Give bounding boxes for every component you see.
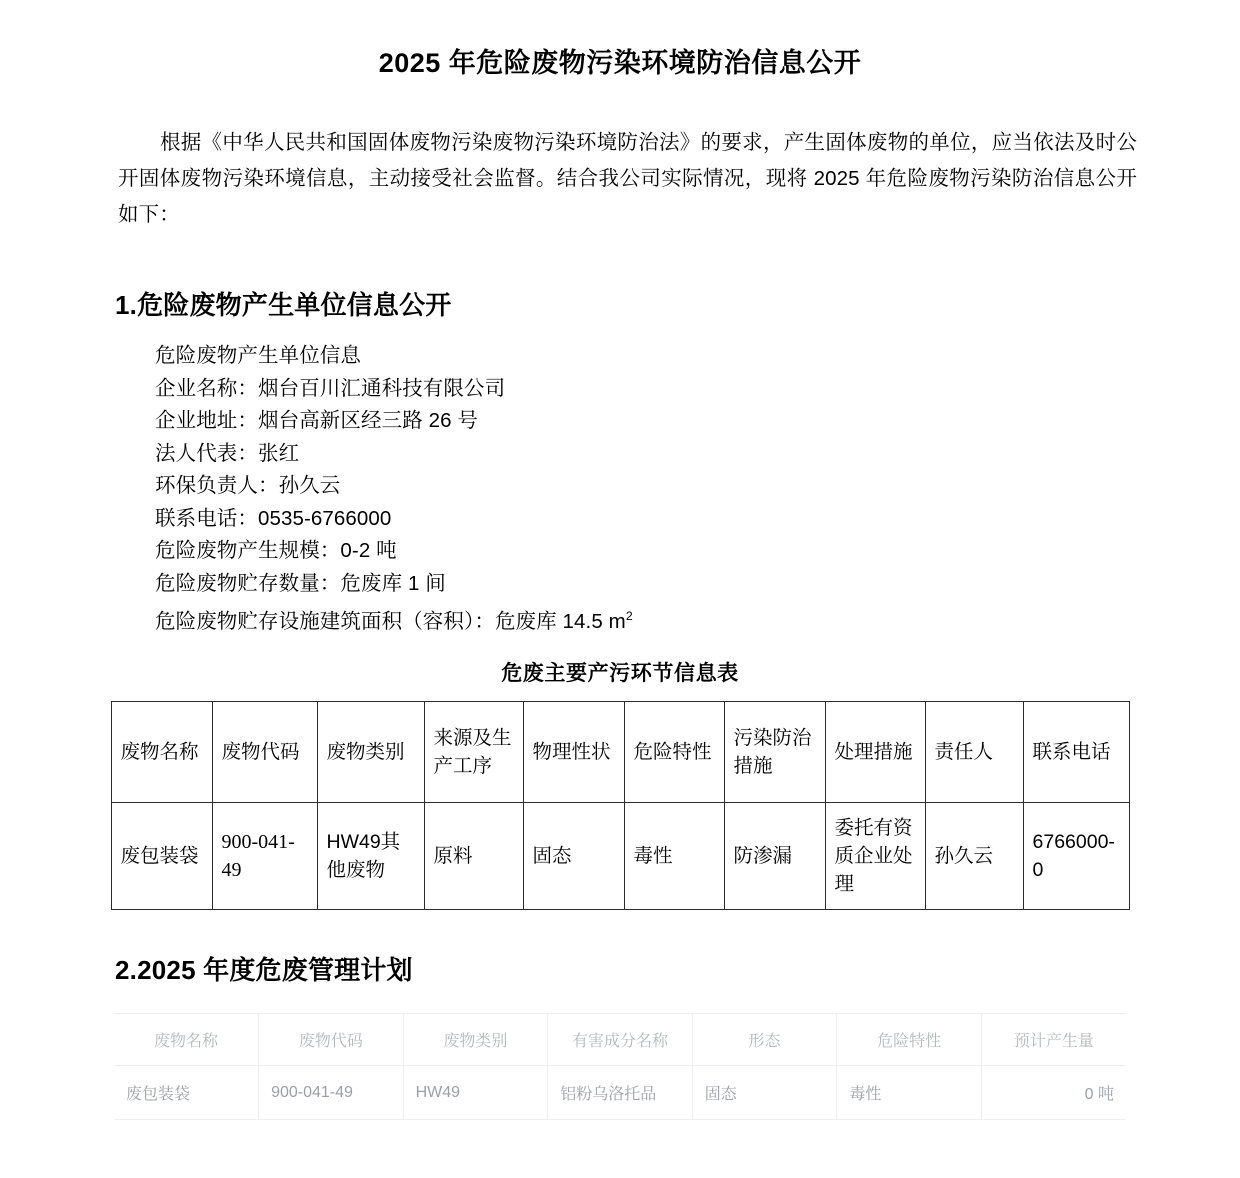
cell-plan-waste-category: HW49 [403,1066,548,1120]
storage-area-unit-exponent: 2 [625,609,633,624]
col-header-plan-estimated-output: 预计产生量 [981,1014,1126,1066]
cell-plan-hazard-property: 毒性 [837,1066,982,1120]
cell-plan-hazardous-component: 铝粉乌洛托品 [548,1066,693,1120]
cell-plan-form: 固态 [692,1066,837,1120]
col-header-treatment: 处理措施 [825,702,925,803]
info-item-environmental-officer: 环保负责人：孙久云 [155,474,341,498]
storage-area-unit: m [608,609,626,633]
cell-waste-code: 900-041-49 [212,803,317,910]
table-row [114,1066,1126,1120]
col-header-contact-phone: 联系电话 [1023,702,1129,803]
cell-contact-phone: 6766000-0 [1023,803,1129,910]
col-header-plan-hazardous-component: 有害成分名称 [548,1014,693,1066]
cell-source-process: 原料 [424,803,523,910]
cell-treatment: 委托有资质企业处理 [825,803,925,910]
table-1-header-row [111,702,1129,803]
storage-area-label: 危险废物贮存设施建筑面积（容积）：危废库 14.5 [155,609,609,633]
col-header-waste-code: 废物代码 [212,702,317,803]
page-title: 2025 年危险废物污染环境防治信息公开 [378,48,862,78]
hazardous-waste-pollution-table [111,701,1130,910]
waste-management-plan-table [114,1013,1126,1120]
info-item-storage-area [155,600,1240,638]
col-header-plan-waste-code: 废物代码 [259,1014,404,1066]
col-header-physical-state: 物理性状 [523,702,624,803]
table-2-container [0,987,1240,1120]
table-2-header-row [114,1014,1126,1066]
cell-plan-waste-name: 废包装袋 [114,1066,259,1120]
col-header-plan-hazard-property: 危险特性 [837,1014,982,1066]
info-item-company-address: 企业地址：烟台高新区经三路 26 号 [155,409,478,433]
col-header-waste-name: 废物名称 [111,702,212,803]
table-row [111,803,1129,910]
col-header-plan-waste-category: 废物类别 [403,1014,548,1066]
cell-plan-estimated-output: 0 吨 [981,1066,1126,1120]
info-item-company-name: 企业名称：烟台百川汇通科技有限公司 [155,376,506,400]
table-1-container [0,687,1240,910]
table-1-caption: 危废主要产污环节信息表 [501,662,739,686]
cell-physical-state: 固态 [523,803,624,910]
info-item-contact-phone: 联系电话：0535-6766000 [155,506,392,530]
col-header-source-process: 来源及生产工序 [424,702,523,803]
cell-responsible-person: 孙久云 [925,803,1023,910]
col-header-plan-form: 形态 [692,1014,837,1066]
info-item-legal-representative: 法人代表：张红 [155,441,300,465]
intro-paragraph: 根据《中华人民共和国固体废物污染废物污染环境防治法》的要求，产生固体废物的单位，应当依法及时公开固体废物污染环境信息，主动接受社会监督。结合我公司实际情况，现将 2025 年危险废物污染防治信息公开如下： [118,131,1137,227]
info-item-generation-scale: 危险废物产生规模：0-2 吨 [155,539,397,563]
cell-plan-waste-code: 900-041-49 [259,1066,404,1120]
col-header-pollution-control: 污染防治措施 [724,702,825,803]
col-header-hazard-property: 危险特性 [624,702,724,803]
cell-waste-name: 废包装袋 [111,803,212,910]
company-info-list [0,322,1240,638]
col-header-responsible-person: 责任人 [925,702,1023,803]
section-1-heading: 1.危险废物产生单位信息公开 [115,290,452,321]
cell-pollution-control: 防渗漏 [724,803,825,910]
col-header-plan-waste-name: 废物名称 [114,1014,259,1066]
cell-waste-category: HW49其他废物 [317,803,424,910]
info-item-unit-info: 危险废物产生单位信息 [155,344,361,368]
section-2-heading: 2.2025 年度危废管理计划 [115,955,413,986]
cell-hazard-property: 毒性 [624,803,724,910]
col-header-waste-category: 废物类别 [317,702,424,803]
info-item-storage-quantity: 危险废物贮存数量：危废库 1 间 [155,571,446,595]
